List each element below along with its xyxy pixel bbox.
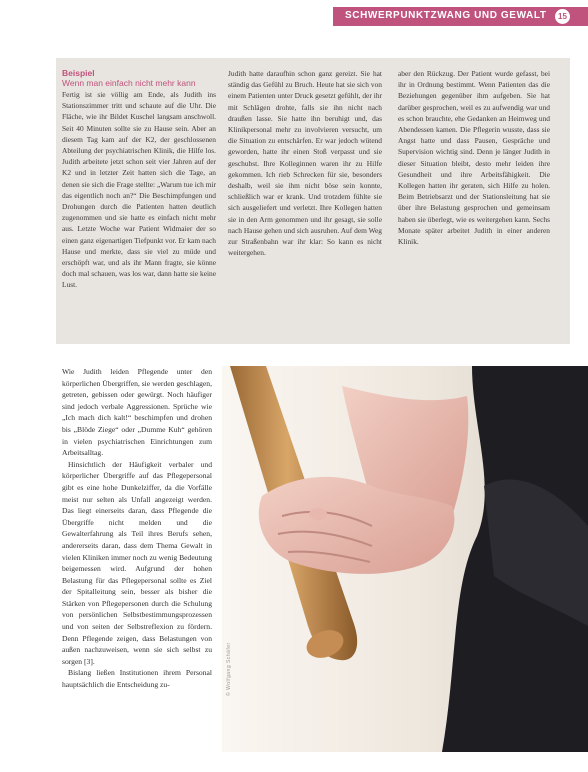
box-column-1 <box>62 68 216 291</box>
paragraph-2: Hinsichtlich der Häufigkeit verbaler und körperlicher Übergriffe auf das Pflegepersonal gibt es eine hohe Dunkelziffer, da die Vorfälle meist nur selten als Unfall angezeigt werden. Das liegt einerseits daran, dass Pflegende die Übergriffe nicht melden und die Gewalterfahrung als Teil ihres Berufs sehen, andererseits daran, dass dem Thema Gewalt in vielen Kliniken immer noch zu wenig Bedeutung beigemessen wird. Aufgrund der hohen Belastung für das Pflegepersonal sollte es Ziel der Spitalleitung sein, besser als bisher die Stärken von Pflegepersonen durch die Schulung von persönlichen Selbstbestimmungsprozessen und von seiten der Selbstreflexion zu fördern. Denn Pflegende zeigen, dass Belastungen von außen nachzuweisen, wenn sie sich selbst zu sorgen [3]. <box>62 459 212 666</box>
box-column-1-text: Fertig ist sie völlig am Ende, als Judith ins Stationszimmer tritt und schaute auf die Uhr. Die Fläche, wie ihr Bildet Kuschel langsam anschwoll. Seit 40 Minuten sollte sie zu Hause sein. Aber an diesem Tag kam auf der K2, der geschlossenen Abteilung der psychiatrischen Klinik, die Hilfe los. Judith arbeitete jetzt schon seit vier Jahren auf der K2 und in letzter Zeit hatten sich die Tage, an denen sie sich die Frage stellte: „Warum tue ich mir das eigentlich noch an?“ Die Beschimpfungen und Drohungen durch die Patienten hatten deutlich zugenommen und sie hatte es einfach nicht mehr aus. Letzte Woche war Patient Widmaier der so einen ganz eigenartigen Tiefpunkt vor. Er kam nach Hause und merkte, dass sie viel zu müde und erschöpft war, und als ihr Mann fragte, sie könne doch mal schauen, was los war, dann hatte sie keine Lust. <box>62 90 216 290</box>
paragraph-3: Bislang ließen Institutionen ihrem Personal hauptsächlich die Entscheidung zu- <box>62 668 212 690</box>
main-article-text <box>62 366 212 691</box>
box-label: Beispiel <box>62 68 95 78</box>
box-column-3 <box>398 68 550 247</box>
photo-illustration <box>222 366 588 752</box>
page-number: 15 <box>555 9 570 24</box>
photo-credit: © Wolfgang Schäfer <box>226 642 232 696</box>
box-column-2 <box>228 68 382 258</box>
paragraph-1: Wie Judith leiden Pflegende unter den körperlichen Übergriffen, sie werden geschlagen, getreten, gebissen oder gewürgt. Noch häufiger sind jedoch verbale Aggressionen. Sprüche wie „Ich mach dich kalt!“ beschimpfen und drohen bis „Blöde Ziege“ oder „Dumme Kuh“ gehören in vielen psychiatrischen Einrichtungen zum Arbeitsalltag. <box>62 367 212 458</box>
box-subtitle: Wenn man einfach nicht mehr kann <box>62 78 196 88</box>
box-column-3-text: aber den Rückzug. Der Patient wurde gefasst, bei ihr in Ordnung bestimmt. Wenn Patienten das die Beziehungen gegenüber ihm aufgeben. Sie hat darüber gesprochen, weil es zu aufwendig war und es schon brauchte, ehe Gedanken an Heimweg und Abendessen kamen. Die Pflegerin wusste, dass sie Angst hatte und dass Pausen, Gespräche und Supervision wichtig sind. Denn je länger Judith in dieser Situation bleibt, desto mehr leiden ihre Gesundheit und ihre Arbeitsfähigkeit. Die Kollegen hatten ihr geraten, sich Hilfe zu holen. Beim Betriebsarzt und der Stationsleitung hat sie über ihre Belastung gesprochen und gemeinsam haben sie überlegt, wie es weitergehen kann. Sechs Monate später arbeitet Judith in einer anderen Klinik. <box>398 69 550 247</box>
running-header-title: SCHWERPUNKTZWANG UND GEWALT <box>345 10 547 21</box>
photo-hand-gripping-stick <box>222 366 588 752</box>
box-column-2-text: Judith hatte daraufhin schon ganz gereizt. Sie hat ständig das Gefühl zu Bruch. Heute hat sie sich von einem Patienten unter Druck gesetzt gefühlt, der ihr mit Schlägen drohte, falls sie ihn nicht nach draußen lasse. Sie hatte ihn beruhigt und, das Klinikpersonal mehr zu involvieren versucht, um die Situation zu entschärfen. Er war jedoch wütend geworden, hatte ihr einen Stoß verpasst und sie geschubst. Ihre Kolleginnen waren ihr zu Hilfe gekommen. Ich rieb Schrecken für sie, besonders deshalb, weil sie ihm nicht böse sein konnte, schließlich war er krank. Und trotzdem fühlte sie sich ausgeliefert und verletzt. Ihre Kollegen hatten sie in den Arm genommen und ihr gesagt, sie solle nach Hause gehen und sich ausruhen. Auf dem Weg zur Straßenbahn war ihr klar: So kann es nicht weitergehen. <box>228 69 382 258</box>
